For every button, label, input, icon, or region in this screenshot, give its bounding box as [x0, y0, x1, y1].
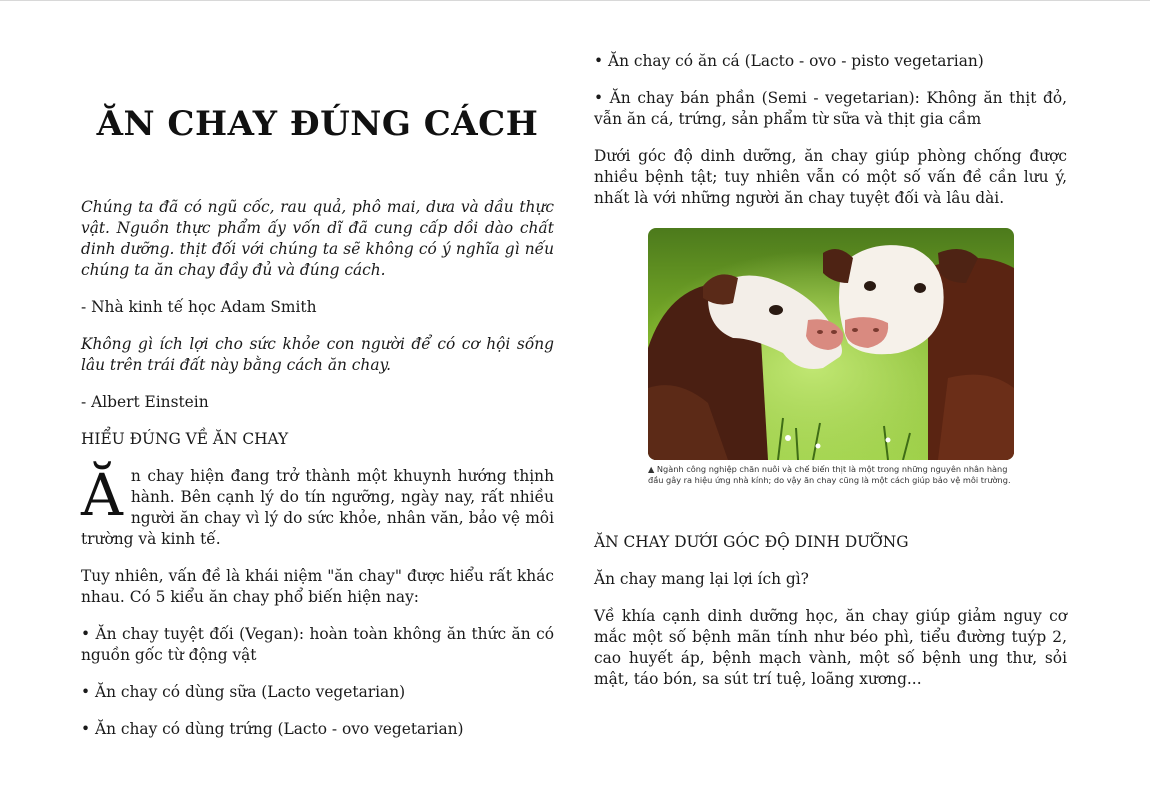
quote-author-einstein: - Albert Einstein — [81, 393, 209, 411]
question-benefits: Ăn chay mang lại lợi ích gì? — [594, 570, 809, 588]
bullet-lacto: • Ăn chay có dùng sữa (Lacto vegetarian) — [81, 683, 406, 701]
bullet-pesco: • Ăn chay có ăn cá (Lacto - ovo - pisto vegetarian) — [594, 52, 984, 70]
page-top-border — [0, 0, 1150, 1]
intro-text: n chay hiện đang trở thành một khuynh hướng thịnh hành. Bên cạnh lý do tín ngưỡng, ngày nay, rất nhiều người ăn chay vì lý do sức khỏe, nhân văn, bảo vệ môi trường và kinh tế. — [81, 467, 554, 548]
quote-author-adam-smith: - Nhà kinh tế học Adam Smith — [81, 298, 317, 316]
quote-einstein: Không gì ích lợi cho sức khỏe con người để có cơ hội sống lâu trên trái đất này bằng cách ăn chay. — [81, 335, 554, 374]
bullet-semi: • Ăn chay bán phần (Semi - vegetarian): Không ăn thịt đỏ, vẫn ăn cá, trứng, sản phẩm từ sữa và thịt gia cầm — [594, 89, 1067, 128]
paragraph-types-intro: Tuy nhiên, vấn đề là khái niệm "ăn chay" được hiểu rất khác nhau. Có 5 kiểu ăn chay phổ biến hiện nay: — [81, 567, 554, 606]
photo-caption: ▲ Ngành công nghiệp chăn nuôi và chế biến thịt là một trong những nguyên nhân hàng đầu gây ra hiệu ứng nhà kính; do vậy ăn chay cũng là một cách giúp bảo vệ môi trường. — [648, 464, 1011, 485]
paragraph-benefits: Về khía cạnh dinh dưỡng học, ăn chay giúp giảm nguy cơ mắc một số bệnh mãn tính như béo phì, tiểu đường tuýp 2, cao huyết áp, bệnh mạch vành, một số bệnh ung thư, sỏi mật, táo bón, sa sút trí tuệ, loãng xương... — [594, 607, 1067, 688]
drop-cap-letter: Ă — [81, 461, 123, 529]
article-title: ĂN CHAY ĐÚNG CÁCH — [96, 104, 539, 144]
bullet-lacto-ovo: • Ăn chay có dùng trứng (Lacto - ovo vegetarian) — [81, 720, 464, 738]
paragraph-nutrition-overview: Dưới góc độ dinh dưỡng, ăn chay giúp phòng chống được nhiều bệnh tật; tuy nhiên vẫn có một số vấn đề cần lưu ý, nhất là với những người ăn chay tuyệt đối và lâu dài. — [594, 147, 1067, 207]
intro-paragraph — [81, 461, 554, 550]
calves-photo — [648, 228, 1014, 460]
bullet-vegan: • Ăn chay tuyệt đối (Vegan): hoàn toàn không ăn thức ăn có nguồn gốc từ động vật — [81, 625, 554, 664]
section-heading-understanding: HIỂU ĐÚNG VỀ ĂN CHAY — [81, 430, 289, 448]
quote-adam-smith: Chúng ta đã có ngũ cốc, rau quả, phô mai, dưa và dầu thực vật. Nguồn thực phẩm ấy vốn dĩ đã cung cấp dồi dào chất dinh dưỡng. thịt đối với chúng ta sẽ không có ý nghĩa gì nếu chúng ta ăn chay đầy đủ và đúng cách. — [81, 198, 554, 279]
section-heading-nutrition: ĂN CHAY DƯỚI GÓC ĐỘ DINH DƯỠNG — [594, 533, 909, 551]
